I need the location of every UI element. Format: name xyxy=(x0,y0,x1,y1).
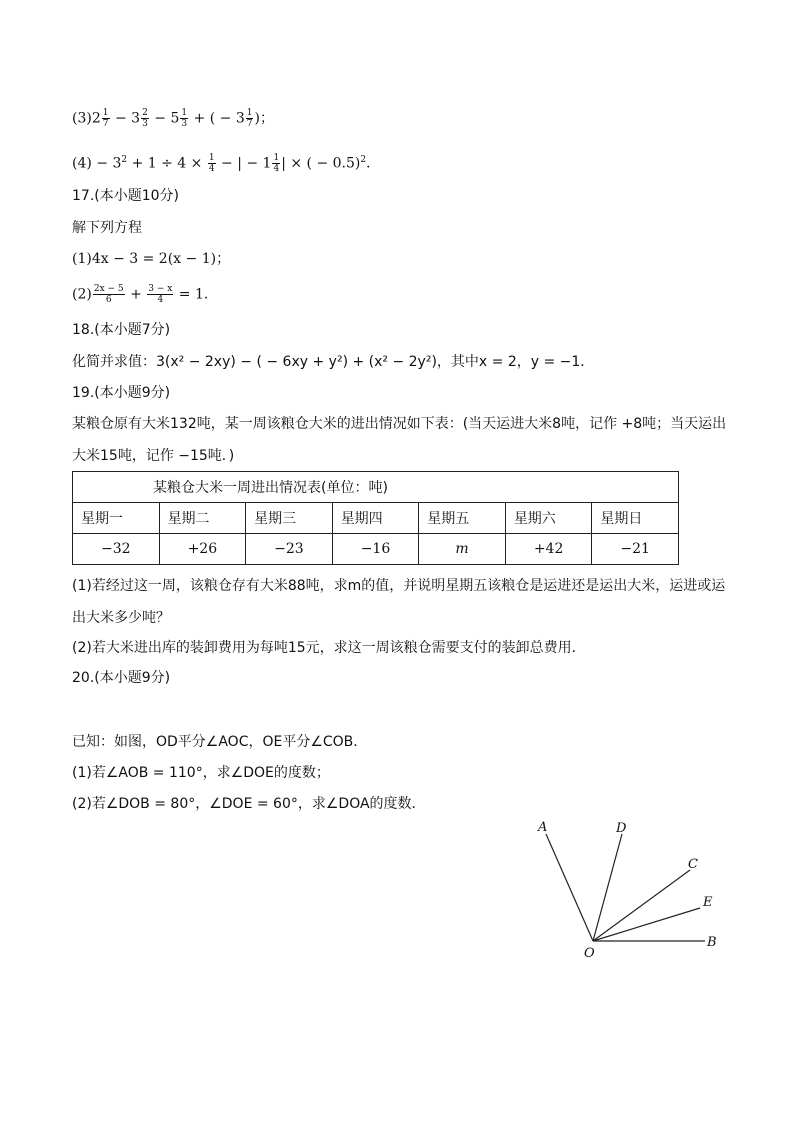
q18-header: 18.(本小题7分) xyxy=(72,322,171,338)
point-label-E: E xyxy=(703,895,713,910)
exponent: 2 xyxy=(360,155,367,165)
fraction xyxy=(93,284,125,305)
table-row xyxy=(73,534,679,565)
denominator: 3 xyxy=(142,119,148,129)
fraction xyxy=(208,153,216,174)
point-label-A: A xyxy=(538,820,548,835)
part-label: (3) xyxy=(72,110,92,127)
point-label-C: C xyxy=(688,857,698,872)
expr: − 3 xyxy=(91,155,122,172)
table-header-cell: 星期四 xyxy=(332,503,419,534)
operator: − xyxy=(110,110,132,127)
point-label-O: O xyxy=(584,946,595,961)
expr: − | − 1 xyxy=(216,155,272,172)
ray-OA xyxy=(546,834,593,941)
denominator: 7 xyxy=(102,119,109,129)
denominator: 7 xyxy=(246,119,253,129)
q16-part4 xyxy=(72,150,380,174)
fraction xyxy=(141,108,149,129)
denominator: 6 xyxy=(105,295,112,305)
terminator: ． xyxy=(366,155,381,172)
q19-header: 19.(本小题9分) xyxy=(72,385,171,401)
numerator: 1 xyxy=(273,153,280,164)
table-header-cell: 星期二 xyxy=(159,503,246,534)
point-label-B: B xyxy=(707,935,717,950)
q19-part1-line1: (1)若经过这一周，该粮仓存有大米88吨，求m的值，并说明星期五该粮仓是运进还是运出大米，运进或运 xyxy=(72,578,726,594)
table-cell: −16 xyxy=(332,534,419,565)
numerator: 2 xyxy=(142,108,148,118)
ray-OD xyxy=(593,834,622,941)
angle-diagram xyxy=(530,816,730,966)
table-header-row xyxy=(73,503,679,534)
numerator: 2x − 5 xyxy=(93,284,124,294)
table-cell: −32 xyxy=(73,534,160,565)
table-cell: −21 xyxy=(592,534,679,565)
operator: + ( − xyxy=(189,110,236,127)
mixed-whole: 3 xyxy=(235,110,245,127)
exponent: 2 xyxy=(121,155,128,165)
table-header-cell: 星期五 xyxy=(419,503,506,534)
denominator: 4 xyxy=(208,164,215,175)
ray-OE xyxy=(593,908,700,941)
denominator: 4 xyxy=(273,164,280,175)
table-title-row xyxy=(73,472,679,503)
operator: − xyxy=(149,110,171,127)
mixed-whole: 5 xyxy=(170,110,180,127)
mixed-whole: 2 xyxy=(91,110,101,127)
table-header-cell: 星期三 xyxy=(246,503,333,534)
q17-part1: (1)4x − 3 = 2(x − 1)； xyxy=(72,251,231,267)
table-header-cell: 星期一 xyxy=(73,503,160,534)
q20-part2: (2)若∠DOB = 80°，∠DOE = 60°，求∠DOA的度数． xyxy=(72,796,426,812)
q18-text: 化简并求值：3(x² − 2xy) − ( − 6xy + y²) + (x² − 2y²)，其中x = 2，y = −1． xyxy=(72,354,595,370)
ray-OC xyxy=(593,870,690,941)
numerator: 1 xyxy=(181,108,188,118)
table-cell: +26 xyxy=(159,534,246,565)
fraction xyxy=(246,108,254,129)
mixed-whole: 3 xyxy=(131,110,141,127)
numerator: 1 xyxy=(102,108,109,118)
q17-part2 xyxy=(72,284,218,305)
point-label-D: D xyxy=(616,821,627,836)
part-label: (4) xyxy=(72,155,92,172)
denominator: 3 xyxy=(181,119,188,129)
q19-part1-line2: 出大米多少吨？ xyxy=(72,610,170,626)
operator: + xyxy=(125,286,147,303)
fraction xyxy=(147,284,173,305)
fraction xyxy=(180,108,188,129)
fraction xyxy=(272,153,280,174)
q16-part3 xyxy=(72,108,274,129)
expr: + 1 ÷ 4 × xyxy=(127,155,207,172)
table-title: 某粮仓大米一周进出情况表(单位：吨) xyxy=(73,472,679,503)
table-header-cell: 星期六 xyxy=(505,503,592,534)
denominator: 4 xyxy=(157,295,164,305)
numerator: 1 xyxy=(208,153,215,164)
q20-given: 已知：如图，OD平分∠AOC，OE平分∠COB． xyxy=(72,734,368,750)
table-cell: +42 xyxy=(505,534,592,565)
terminator: )； xyxy=(254,110,274,127)
table-cell: −23 xyxy=(246,534,333,565)
q19-part2: (2)若大米进出库的装卸费用为每吨15元，求这一周该粮仓需要支付的装卸总费用． xyxy=(72,640,586,656)
q20-header: 20.(本小题9分) xyxy=(72,670,171,686)
q17-intro: 解下列方程 xyxy=(72,220,142,236)
grain-table xyxy=(72,471,679,565)
q17-header: 17.(本小题10分) xyxy=(72,188,180,204)
part-label: (2) xyxy=(72,286,92,303)
q20-part1: (1)若∠AOB = 110°，求∠DOE的度数； xyxy=(72,765,330,781)
q19-text-line2: 大米15吨，记作 −15吨．) xyxy=(72,448,235,464)
fraction xyxy=(102,108,110,129)
table-cell: m xyxy=(419,534,506,565)
terminator: = 1． xyxy=(174,286,218,303)
table-header-cell: 星期日 xyxy=(592,503,679,534)
numerator: 3 − x xyxy=(148,284,173,294)
q19-text-line1: 某粮仓原有大米132吨，某一周该粮仓大米的进出情况如下表：(当天运进大米8吨，记作 +8吨；当天运出 xyxy=(72,416,727,432)
numerator: 1 xyxy=(246,108,253,118)
expr: | × ( − 0.5) xyxy=(281,155,361,172)
